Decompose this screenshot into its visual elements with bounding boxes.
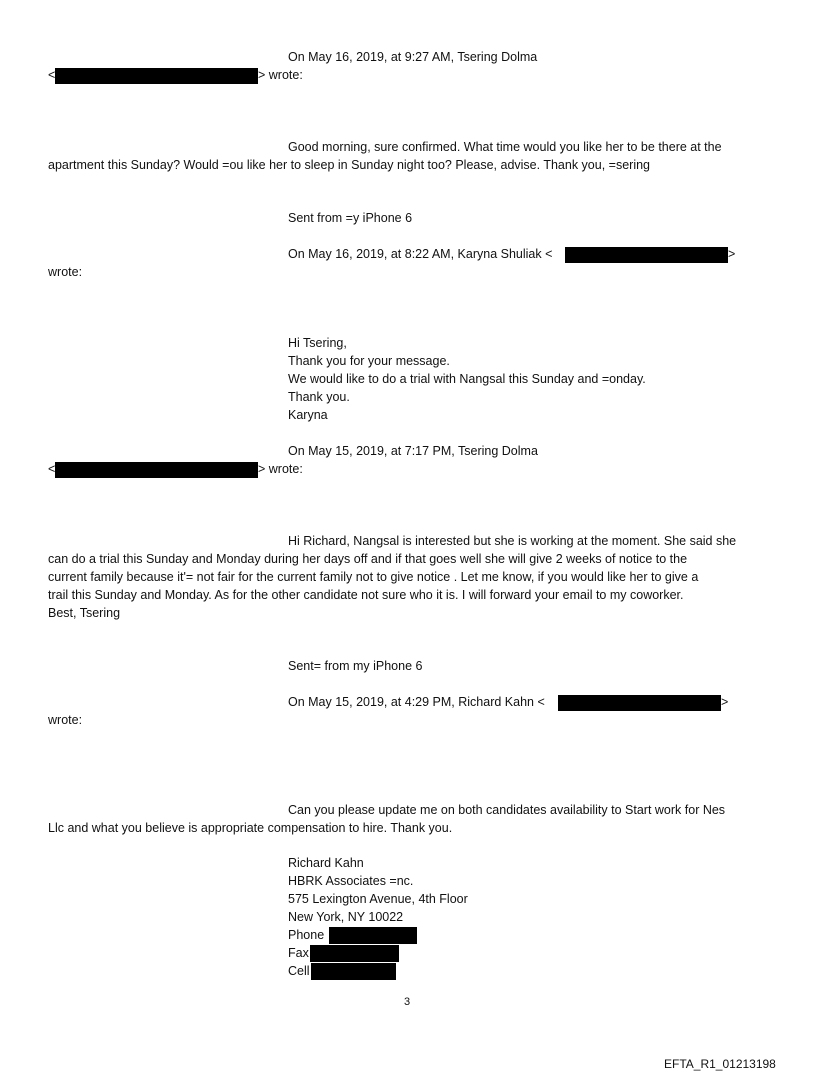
email2-redacted-address (565, 247, 728, 263)
email1-header: On May 16, 2019, at 9:27 AM, Tsering Dolma (288, 50, 538, 64)
email1-body-line2: apartment this Sunday? Would =ou like her to sleep in Sunday night too? Please, advise. Thank you, =sering (48, 158, 651, 172)
sig-phone-redacted (329, 927, 417, 944)
sig-name: Richard Kahn (288, 856, 364, 870)
email2-header: On May 16, 2019, at 8:22 AM, Karyna Shuliak < (288, 247, 553, 261)
email4-header: On May 15, 2019, at 4:29 PM, Richard Kahn < (288, 695, 545, 709)
document-id: EFTA_R1_01213198 (664, 1057, 776, 1071)
email1-signature: Sent from =y iPhone 6 (288, 211, 413, 225)
email2-wrote: wrote: (48, 265, 83, 279)
email2-line4: Karyna (288, 408, 328, 422)
email3-open-bracket: < (48, 462, 56, 476)
email4-body-line1: Can you please update me on both candidates availability to Start work for Nes (288, 803, 726, 817)
email3-redacted-address (55, 462, 258, 478)
email3-body-line5: Best, Tsering (48, 606, 121, 620)
email2-close-bracket: > (728, 247, 736, 261)
sig-address-line2: New York, NY 10022 (288, 910, 404, 924)
email4-redacted-address (558, 695, 721, 711)
email3-body-line1: Hi Richard, Nangsal is interested but she is working at the moment. She said she (288, 534, 737, 548)
email2-greeting: Hi Tsering, (288, 336, 347, 350)
sig-address-line1: 575 Lexington Avenue, 4th Floor (288, 892, 468, 906)
email4-wrote: wrote: (48, 713, 83, 727)
email2-line2: We would like to do a trial with Nangsal this Sunday and =onday. (288, 372, 646, 386)
email1-redacted-address (55, 68, 258, 84)
email3-wrote: > wrote: (258, 462, 303, 476)
email4-close-bracket: > (721, 695, 729, 709)
email2-line3: Thank you. (288, 390, 350, 404)
sig-phone-label: Phone (288, 928, 325, 942)
sig-company: HBRK Associates =nc. (288, 874, 414, 888)
sig-cell-label: Cell (288, 964, 310, 978)
sig-fax-redacted (310, 945, 399, 962)
email4-body-line2: Llc and what you believe is appropriate compensation to hire. Thank you. (48, 821, 453, 835)
page-number: 3 (404, 996, 411, 1008)
email3-header: On May 15, 2019, at 7:17 PM, Tsering Dolma (288, 444, 538, 458)
email2-line1: Thank you for your message. (288, 354, 450, 368)
sig-cell-redacted (311, 963, 396, 980)
email1-wrote: > wrote: (258, 68, 303, 82)
email3-body-line4: trail this Sunday and Monday. As for the other candidate not sure who it is. I will forward your email to my coworker. (48, 588, 684, 602)
email1-body-line1: Good morning, sure confirmed. What time would you like her to be there at the (288, 140, 722, 154)
sig-fax-label: Fax (288, 946, 309, 960)
email1-open-bracket: < (48, 68, 56, 82)
email3-signature: Sent= from my iPhone 6 (288, 659, 423, 673)
email3-body-line3: current family because it'= not fair for the current family not to give notice . Let me know, if you would like her to give a (48, 570, 699, 584)
email3-body-line2: can do a trial this Sunday and Monday during her days off and if that goes well she will give 2 weeks of notice to the (48, 552, 688, 566)
